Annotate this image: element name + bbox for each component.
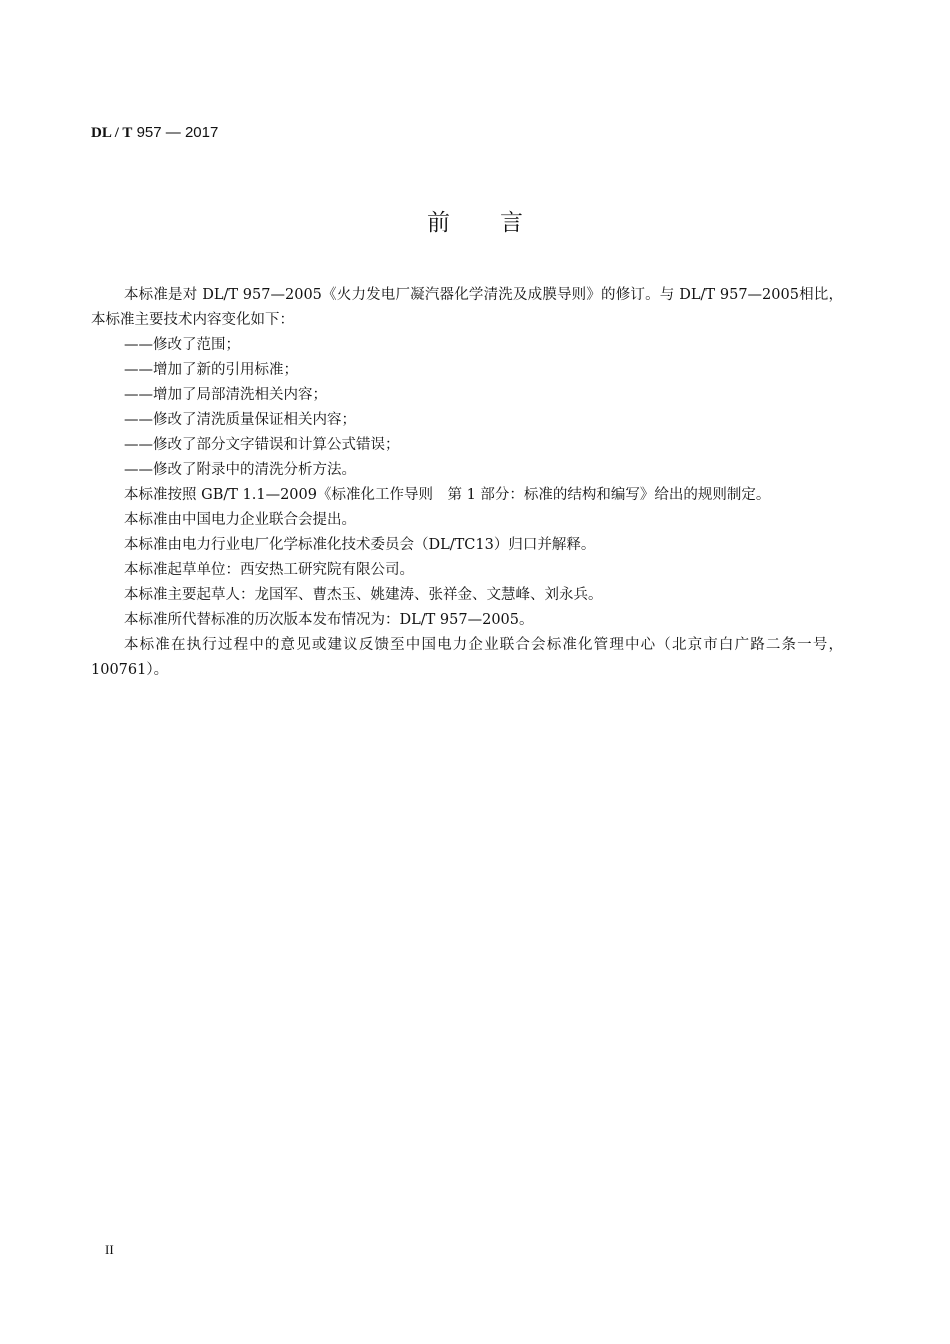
paragraph-intro: 本标准是对 DL/T 957—2005《火力发电厂凝汽器化学清洗及成膜导则》的修订。与 DL/T 957—2005相比，本标准主要技术内容变化如下： (91, 287, 843, 328)
list-item-change: ——增加了新的引用标准； (124, 362, 298, 378)
page-number: II (105, 1242, 114, 1257)
paragraph-proposer: 本标准由中国电力企业联合会提出。 (124, 512, 356, 528)
document-header (91, 124, 218, 142)
list-item-change: ——修改了附录中的清洗分析方法。 (124, 462, 356, 478)
paragraph-drafting-rules: 本标准按照 GB/T 1.1—2009《标准化工作导则 第 1 部分：标准的结构和编写》给出的规则制定。 (124, 487, 771, 503)
foreword-body (91, 283, 843, 683)
list-item-change: ——修改了清洗质量保证相关内容； (124, 412, 356, 428)
page-title: 前言 (427, 210, 573, 236)
standard-number: 957 — 2017 (136, 124, 219, 141)
list-item-change: ——修改了范围； (124, 337, 240, 353)
paragraph-drafters: 本标准主要起草人：龙国军、曹杰玉、姚建涛、张祥金、文慧峰、刘永兵。 (124, 587, 603, 603)
standard-code: DL / T (91, 125, 133, 141)
paragraph-administrator: 本标准由电力行业电厂化学标准化技术委员会（DL/TC13）归口并解释。 (124, 537, 596, 553)
paragraph-feedback: 本标准在执行过程中的意见或建议反馈至中国电力企业联合会标准化管理中心（北京市白广路二条一号，100761）。 (91, 637, 843, 678)
paragraph-history: 本标准所代替标准的历次版本发布情况为：DL/T 957—2005。 (124, 612, 534, 628)
list-item-change: ——修改了部分文字错误和计算公式错误； (124, 437, 400, 453)
paragraph-drafting-unit: 本标准起草单位：西安热工研究院有限公司。 (124, 562, 414, 578)
list-item-change: ——增加了局部清洗相关内容； (124, 387, 327, 403)
